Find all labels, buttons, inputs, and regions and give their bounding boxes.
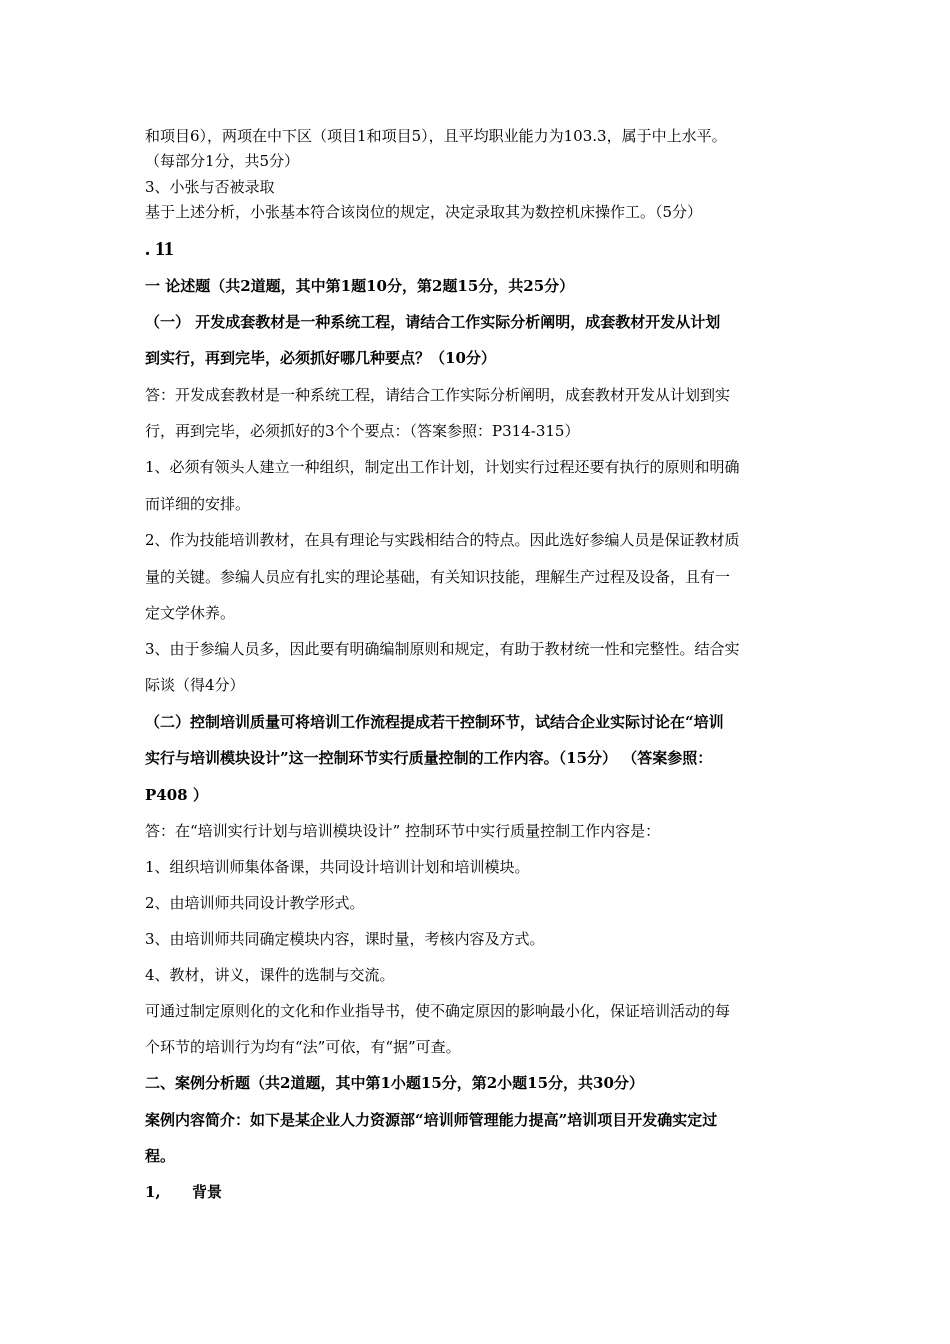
answer-line: 1、必须有领头人建立一种组织，制定出工作计划，计划实行过程还要有执行的原则和明确	[145, 458, 740, 476]
answer-list-item: 4、教材，讲义，课件的选制与交流。	[145, 966, 395, 984]
paragraph-line: （每部分1分，共5分）	[145, 152, 300, 170]
section-heading: 二、案例分析题（共2道题，其中第1小题15分，第2小题15分，共30分）	[145, 1074, 644, 1092]
question-line: 实行与培训模块设计”这一控制环节实行质量控制的工作内容。（15分） （答案参照：	[145, 749, 713, 767]
answer-line: 2、作为技能培训教材，在具有理论与实践相结合的特点。因此选好参编人员是保证教材质	[145, 531, 740, 549]
question-line: P408 ）	[145, 786, 208, 804]
section-number: . 11	[145, 238, 174, 260]
answer-line: 可通过制定原则化的文化和作业指导书，使不确定原因的影响最小化，保证培训活动的每	[145, 1002, 731, 1020]
section-heading: 一 论述题（共2道题，其中第1题10分，第2题15分，共25分）	[145, 277, 575, 295]
answer-line: 量的关键。参编人员应有扎实的理论基础，有关知识技能，理解生产过程及设备，且有一	[145, 568, 731, 586]
answer-list-item: 2、由培训师共同设计教学形式。	[145, 894, 365, 912]
answer-line: 答：开发成套教材是一种系统工程，请结合工作实际分析阐明，成套教材开发从计划到实	[145, 386, 731, 404]
question-line: （二）控制培训质量可将培训工作流程提成若干控制环节，试结合企业实际讨论在“培训	[145, 713, 724, 731]
paragraph-line: 3、小张与否被录取	[145, 178, 275, 196]
question-line: 到实行，再到完毕，必须抓好哪几种要点？（10分）	[145, 349, 496, 367]
answer-line: 个环节的培训行为均有“法”可依，有“据”可查。	[145, 1038, 461, 1056]
answer-line: 而详细的安排。	[145, 495, 251, 513]
answer-line: 定文学休养。	[145, 604, 236, 622]
answer-line: 答：在“培训实行计划与培训模块设计” 控制环节中实行质量控制工作内容是：	[145, 822, 661, 840]
paragraph-line: 和项目6），两项在中下区（项目1和项目5），且平均职业能力为103.3，属于中上水平。	[145, 127, 727, 145]
paragraph-line: 基于上述分析，小张基本符合该岗位的规定，决定录取其为数控机床操作工。（5分）	[145, 203, 703, 221]
case-intro-line: 案例内容简介：如下是某企业人力资源部“培训师管理能力提高”培训项目开发确实定过	[145, 1111, 718, 1129]
answer-list-item: 3、由培训师共同确定模块内容，课时量，考核内容及方式。	[145, 930, 545, 948]
case-intro-line: 程。	[145, 1147, 176, 1165]
case-item: 1, 背景	[145, 1183, 222, 1201]
answer-line: 际谈（得4分）	[145, 676, 245, 694]
answer-list-item: 1、组织培训师集体备课，共同设计培训计划和培训模块。	[145, 858, 530, 876]
answer-line: 3、由于参编人员多，因此要有明确编制原则和规定，有助于教材统一性和完整性。结合实	[145, 640, 740, 658]
answer-line: 行，再到完毕，必须抓好的3个个要点：（答案参照：P314-315）	[145, 422, 580, 440]
question-line: （一） 开发成套教材是一种系统工程，请结合工作实际分析阐明，成套教材开发从计划	[145, 313, 721, 331]
